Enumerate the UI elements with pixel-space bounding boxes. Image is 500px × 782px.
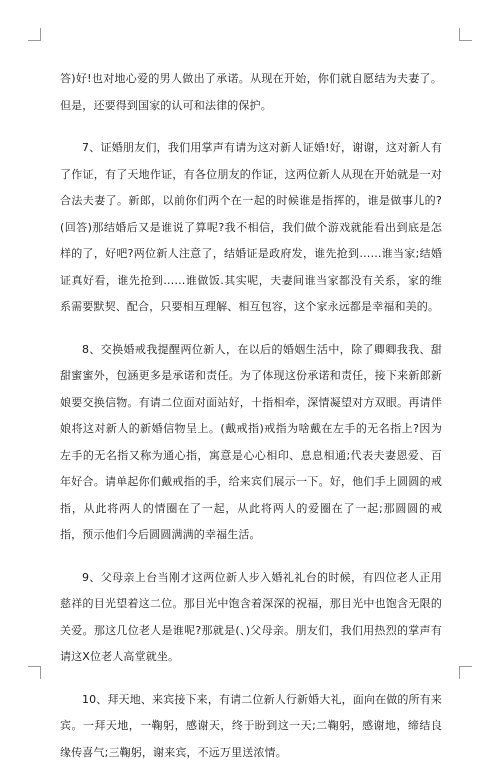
paragraph-continuation: 答)好!也对地心爱的男人做出了承诺。从现在开始，你们就自愿结为夫妻了。但是，还要得到国家的认可和法律的保护。: [60, 72, 442, 112]
paragraph-bowing: 10、拜天地、来宾接下来，有请二位新人行新婚大礼，面向在做的所有来宾。一拜天地，一鞠躬，感谢天，终于盼到这一天;二鞠躬，感谢地，缔结良缘传喜气;三鞠躬，谢来宾，不远万里送浓情。: [60, 692, 442, 759]
paragraph-witness: 7、证婚朋友们，我们用掌声有请为这对新人证婚!好，谢谢，这对新人有了作证，有了天地作证，有各位朋友的作证，这两位新人从现在开始就是一对合法夫妻了。新郎，以前你们两个在一起的时候谁是指挥的，谁是做事儿的?(回答)那结婚后又是谁说了算呢?我不相信，我们做个游戏就能看出到底是怎样的了，好吧?两位新人注意了，结婚证是政府发，谁先抢到……谁当家;结婚证真好看，谁先抢到……谁做饭.其实呢，夫妻间谁当家都没有关系，家的维系需要默契、配合，只要相互理解、相互包容，这个家永远都是幸福和美的。: [60, 141, 442, 313]
crop-mark-top-left: [28, 28, 41, 41]
crop-mark-bottom-left: [28, 666, 41, 679]
crop-mark-bottom-right: [459, 666, 472, 679]
document-body: [60, 66, 442, 782]
crop-mark-top-right: [459, 28, 472, 41]
paragraph-parents: 9、父母亲上台当刚才这两位新人步入婚礼礼台的时候，有四位老人正用慈祥的目光望着这二位。那目光中饱含着深深的祝福，那目光中也饱含无限的关爱。那这几位老人是谁呢?那就是(、)父母亲。朋友们，我们用热烈的掌声有请这X位老人高堂就坐。: [60, 570, 442, 663]
paragraph-ring-exchange: 8、交换婚戒我提醒两位新人，在以后的婚姻生活中，除了卿卿我我、甜甜蜜蜜外，包涵更多是承诺和责任。为了体现这份承诺和责任，接下来新郎新娘要交换信物。有请二位面对面站好，十指相牵，深情凝望对方双眼。再请伴娘将这对新人的新婚信物呈上。(戴戒指)戒指为啥戴在左手的无名指上?因为左手的无名指又称为通心指，寓意是心心相印、息息相通;代表夫妻恩爱、百年好合。请单起你们戴戒指的手，给来宾们展示一下。好，他们手上圆圆的戒指，从此将两人的情圈在了一起，从此将两人的爱圈在了一起;那圆圆的戒指，预示他们今后圆圆满满的幸福生活。: [60, 342, 442, 541]
